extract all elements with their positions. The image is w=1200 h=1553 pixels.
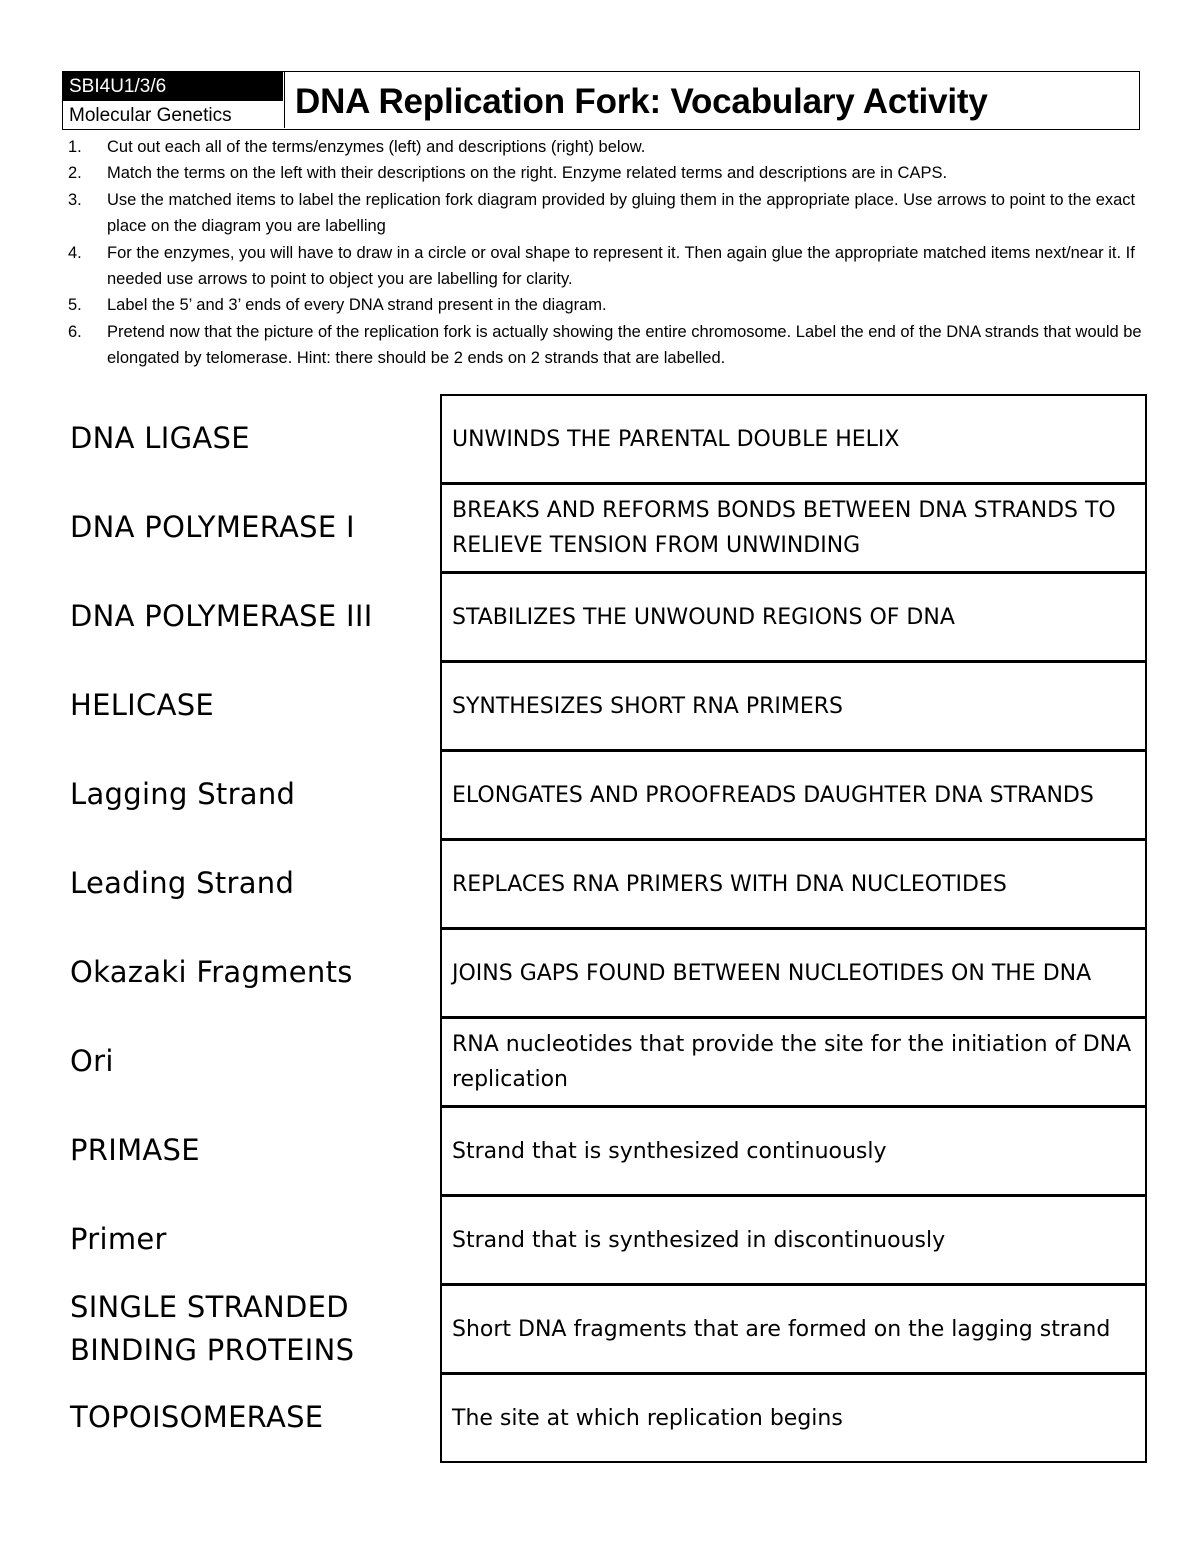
instruction-item [62, 240, 1142, 293]
instruction-text: Cut out each all of the terms/enzymes (left) and descriptions (right) below. [107, 138, 646, 156]
match-row [0, 572, 1200, 661]
term-label: DNA LIGASE [70, 421, 250, 455]
term-label: TOPOISOMERASE [70, 1400, 324, 1434]
instruction-item [62, 319, 1142, 372]
match-row [0, 1017, 1200, 1106]
match-row [0, 839, 1200, 928]
instruction-number: 2. [68, 164, 82, 183]
worksheet-header [62, 71, 1140, 130]
instruction-number: 5. [68, 296, 82, 315]
match-row [0, 1284, 1200, 1373]
term-label: DNA POLYMERASE I [70, 510, 355, 544]
instruction-text: Pretend now that the picture of the replication fork is actually showing the entire chromosome. Label the end of the DNA strands that would be elongated by telomerase. Hint: there should be 2 ends on 2 strands that are labelled. [107, 322, 1142, 368]
unit-name: Molecular Genetics [69, 105, 232, 126]
instruction-item [62, 187, 1142, 240]
instruction-text: For the enzymes, you will have to draw in a circle or oval shape to represent it. Then again glue the appropriate matched items next/near it. If needed use arrows to point to object you are labelling for clarity. [107, 243, 1135, 289]
term-label: Lagging Strand [70, 777, 296, 811]
description-box: The site at which replication begins [440, 1373, 1147, 1463]
term-label: SINGLE STRANDED BINDING PROTEINS [70, 1289, 355, 1367]
instruction-text: Label the 5’ and 3’ ends of every DNA strand present in the diagram. [107, 296, 607, 315]
term-label: Leading Strand [70, 866, 295, 900]
description-box: Strand that is synthesized continuously [440, 1106, 1147, 1196]
description-box: BREAKS AND REFORMS BONDS BETWEEN DNA STRANDS TO RELIEVE TENSION FROM UNWINDING [440, 483, 1147, 573]
instruction-item [62, 134, 1142, 160]
term-label: HELICASE [70, 688, 215, 722]
match-row [0, 1106, 1200, 1195]
match-row [0, 928, 1200, 1017]
term-label: Okazaki Fragments [70, 955, 353, 989]
instruction-number: 1. [68, 138, 82, 156]
term-label: Ori [70, 1044, 114, 1078]
course-code: SBI4U1/3/6 [63, 72, 283, 101]
match-row [0, 661, 1200, 750]
description-box: Short DNA fragments that are formed on the lagging strand [440, 1284, 1147, 1374]
term-label: PRIMASE [70, 1133, 200, 1167]
instruction-number: 6. [68, 322, 82, 341]
instruction-text: Use the matched items to label the replication fork diagram provided by gluing them in the appropriate place. Use arrows to point to the exact place on the diagram you are labelling [107, 190, 1136, 236]
course-info-box [63, 72, 285, 128]
match-row [0, 394, 1200, 483]
description-box: JOINS GAPS FOUND BETWEEN NUCLEOTIDES ON THE DNA [440, 928, 1147, 1018]
instruction-number: 3. [68, 190, 82, 209]
description-box: UNWINDS THE PARENTAL DOUBLE HELIX [440, 394, 1147, 484]
instruction-text: Match the terms on the left with their descriptions on the right. Enzyme related terms and descriptions are in CAPS. [107, 164, 948, 183]
instruction-number: 4. [68, 243, 82, 262]
instruction-item [62, 292, 1142, 318]
match-row [0, 1195, 1200, 1284]
page-title: DNA Replication Fork: Vocabulary Activity [295, 82, 988, 121]
instruction-item [62, 160, 1142, 186]
description-box: STABILIZES THE UNWOUND REGIONS OF DNA [440, 572, 1147, 662]
match-row [0, 1373, 1200, 1462]
description-box: REPLACES RNA PRIMERS WITH DNA NUCLEOTIDES [440, 839, 1147, 929]
match-row [0, 483, 1200, 572]
match-row [0, 750, 1200, 839]
description-box: SYNTHESIZES SHORT RNA PRIMERS [440, 661, 1147, 751]
description-box: Strand that is synthesized in discontinuously [440, 1195, 1147, 1285]
instructions-list [62, 134, 1142, 372]
description-box: RNA nucleotides that provide the site for the initiation of DNA replication [440, 1017, 1147, 1107]
description-box: ELONGATES AND PROOFREADS DAUGHTER DNA STRANDS [440, 750, 1147, 840]
term-label: Primer [70, 1222, 167, 1256]
term-label: DNA POLYMERASE III [70, 599, 373, 633]
